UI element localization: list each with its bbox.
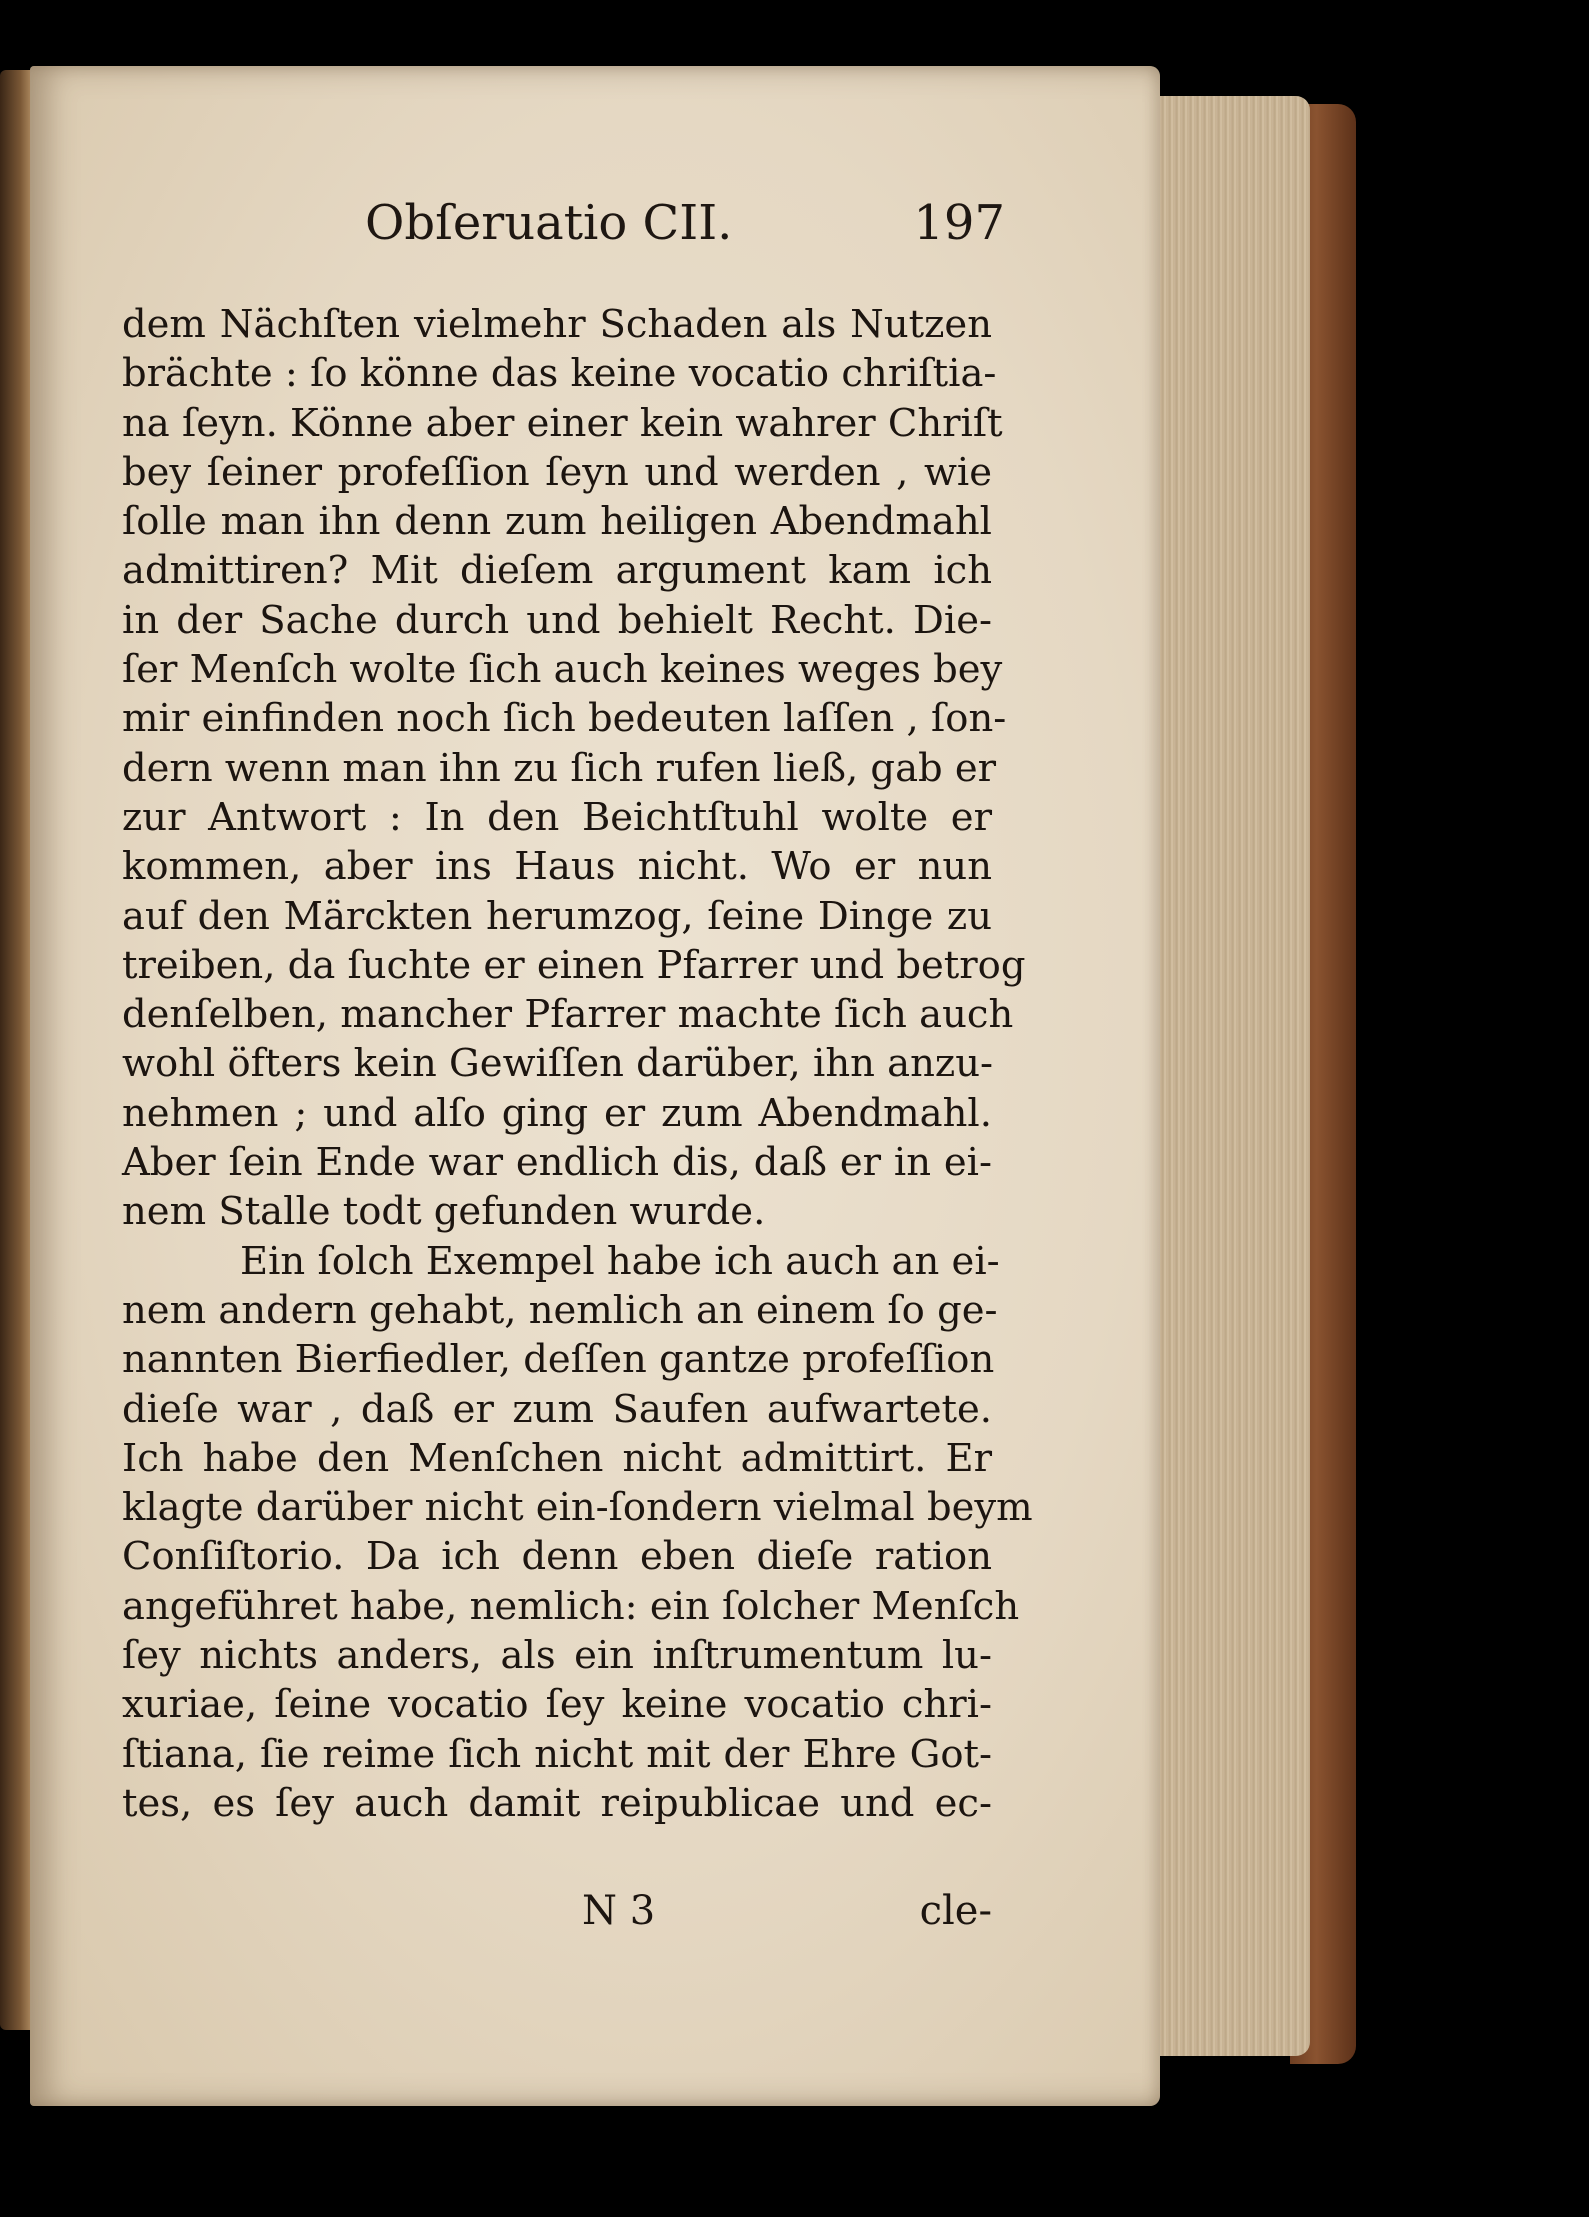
text-line: zur Antwort : In den Beichtſtuhl wolte er [122, 794, 992, 840]
text-line: kommen, aber ins Haus nicht. Wo er nun [122, 844, 992, 890]
text-line: klagte darüber nicht ein-ſondern vielmal beym [122, 1485, 1033, 1531]
text-line: Ich habe den Menſchen nicht admittirt. Er [122, 1435, 992, 1481]
signature-mark: N 3 [582, 1888, 656, 1934]
text-line: ſey nichts anders, als ein inſtrumentum lu- [122, 1633, 992, 1679]
text-line: dem Nächſten vielmehr Schaden als Nutzen [122, 302, 992, 347]
catchword: cle- [919, 1888, 992, 1934]
text-line: tes, es ſey auch damit reipublicae und ec- [122, 1780, 992, 1826]
running-header [365, 195, 1005, 265]
text-line: auf den Märckten herumzog, ſeine Dinge zu [122, 893, 992, 939]
page-footer [122, 1888, 992, 1944]
text-line: Aber ſein Ende war endlich dis, daß er in ei- [122, 1140, 992, 1186]
text-line: in der Sache durch und behielt Recht. Die- [122, 597, 992, 643]
text-line: wohl öfters kein Gewiſſen darüber, ihn anzu- [122, 1041, 994, 1087]
page-number: 197 [913, 195, 1005, 251]
text-line: bey ſeiner profeſſion ſeyn und werden , wie [122, 449, 992, 495]
text-line: dieſe war , daß er zum Saufen aufwartete. [122, 1386, 992, 1432]
paragraph-start-line: Ein ſolch Exempel habe ich auch an ei- [240, 1238, 1000, 1284]
text-line: nannten Bierfiedler, deſſen gantze profeſſion [122, 1337, 995, 1383]
text-line: ſer Menſch wolte ſich auch keines weges bey [122, 647, 1003, 693]
text-line: nem andern gehabt, nemlich an einem ſo ge- [122, 1287, 998, 1333]
text-line: ſtiana, ſie reime ſich nicht mit der Ehre Got- [122, 1731, 992, 1777]
text-line: ſolle man ihn denn zum heiligen Abendmahl [122, 499, 992, 545]
text-line: dern wenn man ihn zu ſich rufen ließ, gab er [122, 745, 997, 791]
text-line: nehmen ; und alſo ging er zum Abendmahl. [122, 1090, 992, 1136]
text-line: na ſeyn. Könne aber einer kein wahrer Chriſt [122, 400, 1003, 446]
text-line: Conſiſtorio. Da ich denn eben dieſe ration [122, 1534, 992, 1580]
facing-page-edge [0, 70, 34, 2030]
paragraph-end-line: nem Stalle todt gefunden wurde. [122, 1189, 766, 1235]
text-line: mir einfinden noch ſich bedeuten laſſen , ſon- [122, 696, 1007, 742]
text-line: angeführet habe, nemlich: ein ſolcher Menſch [122, 1583, 1020, 1629]
text-line: brächte : ſo könne das keine vocatio chriſtia- [122, 351, 997, 397]
text-line: denſelben, mancher Pfarrer machte ſich auch [122, 992, 1014, 1038]
body-text [122, 300, 1033, 1828]
running-title: Obſeruatio CII. [365, 195, 733, 251]
text-line: admittiren? Mit dieſem argument kam ich [122, 548, 992, 594]
page-edges-stack [1160, 96, 1310, 2056]
text-line: treiben, da ſuchte er einen Pfarrer und betrog [122, 942, 1026, 988]
text-line: xuriae, ſeine vocatio ſey keine vocatio chri- [122, 1682, 992, 1728]
